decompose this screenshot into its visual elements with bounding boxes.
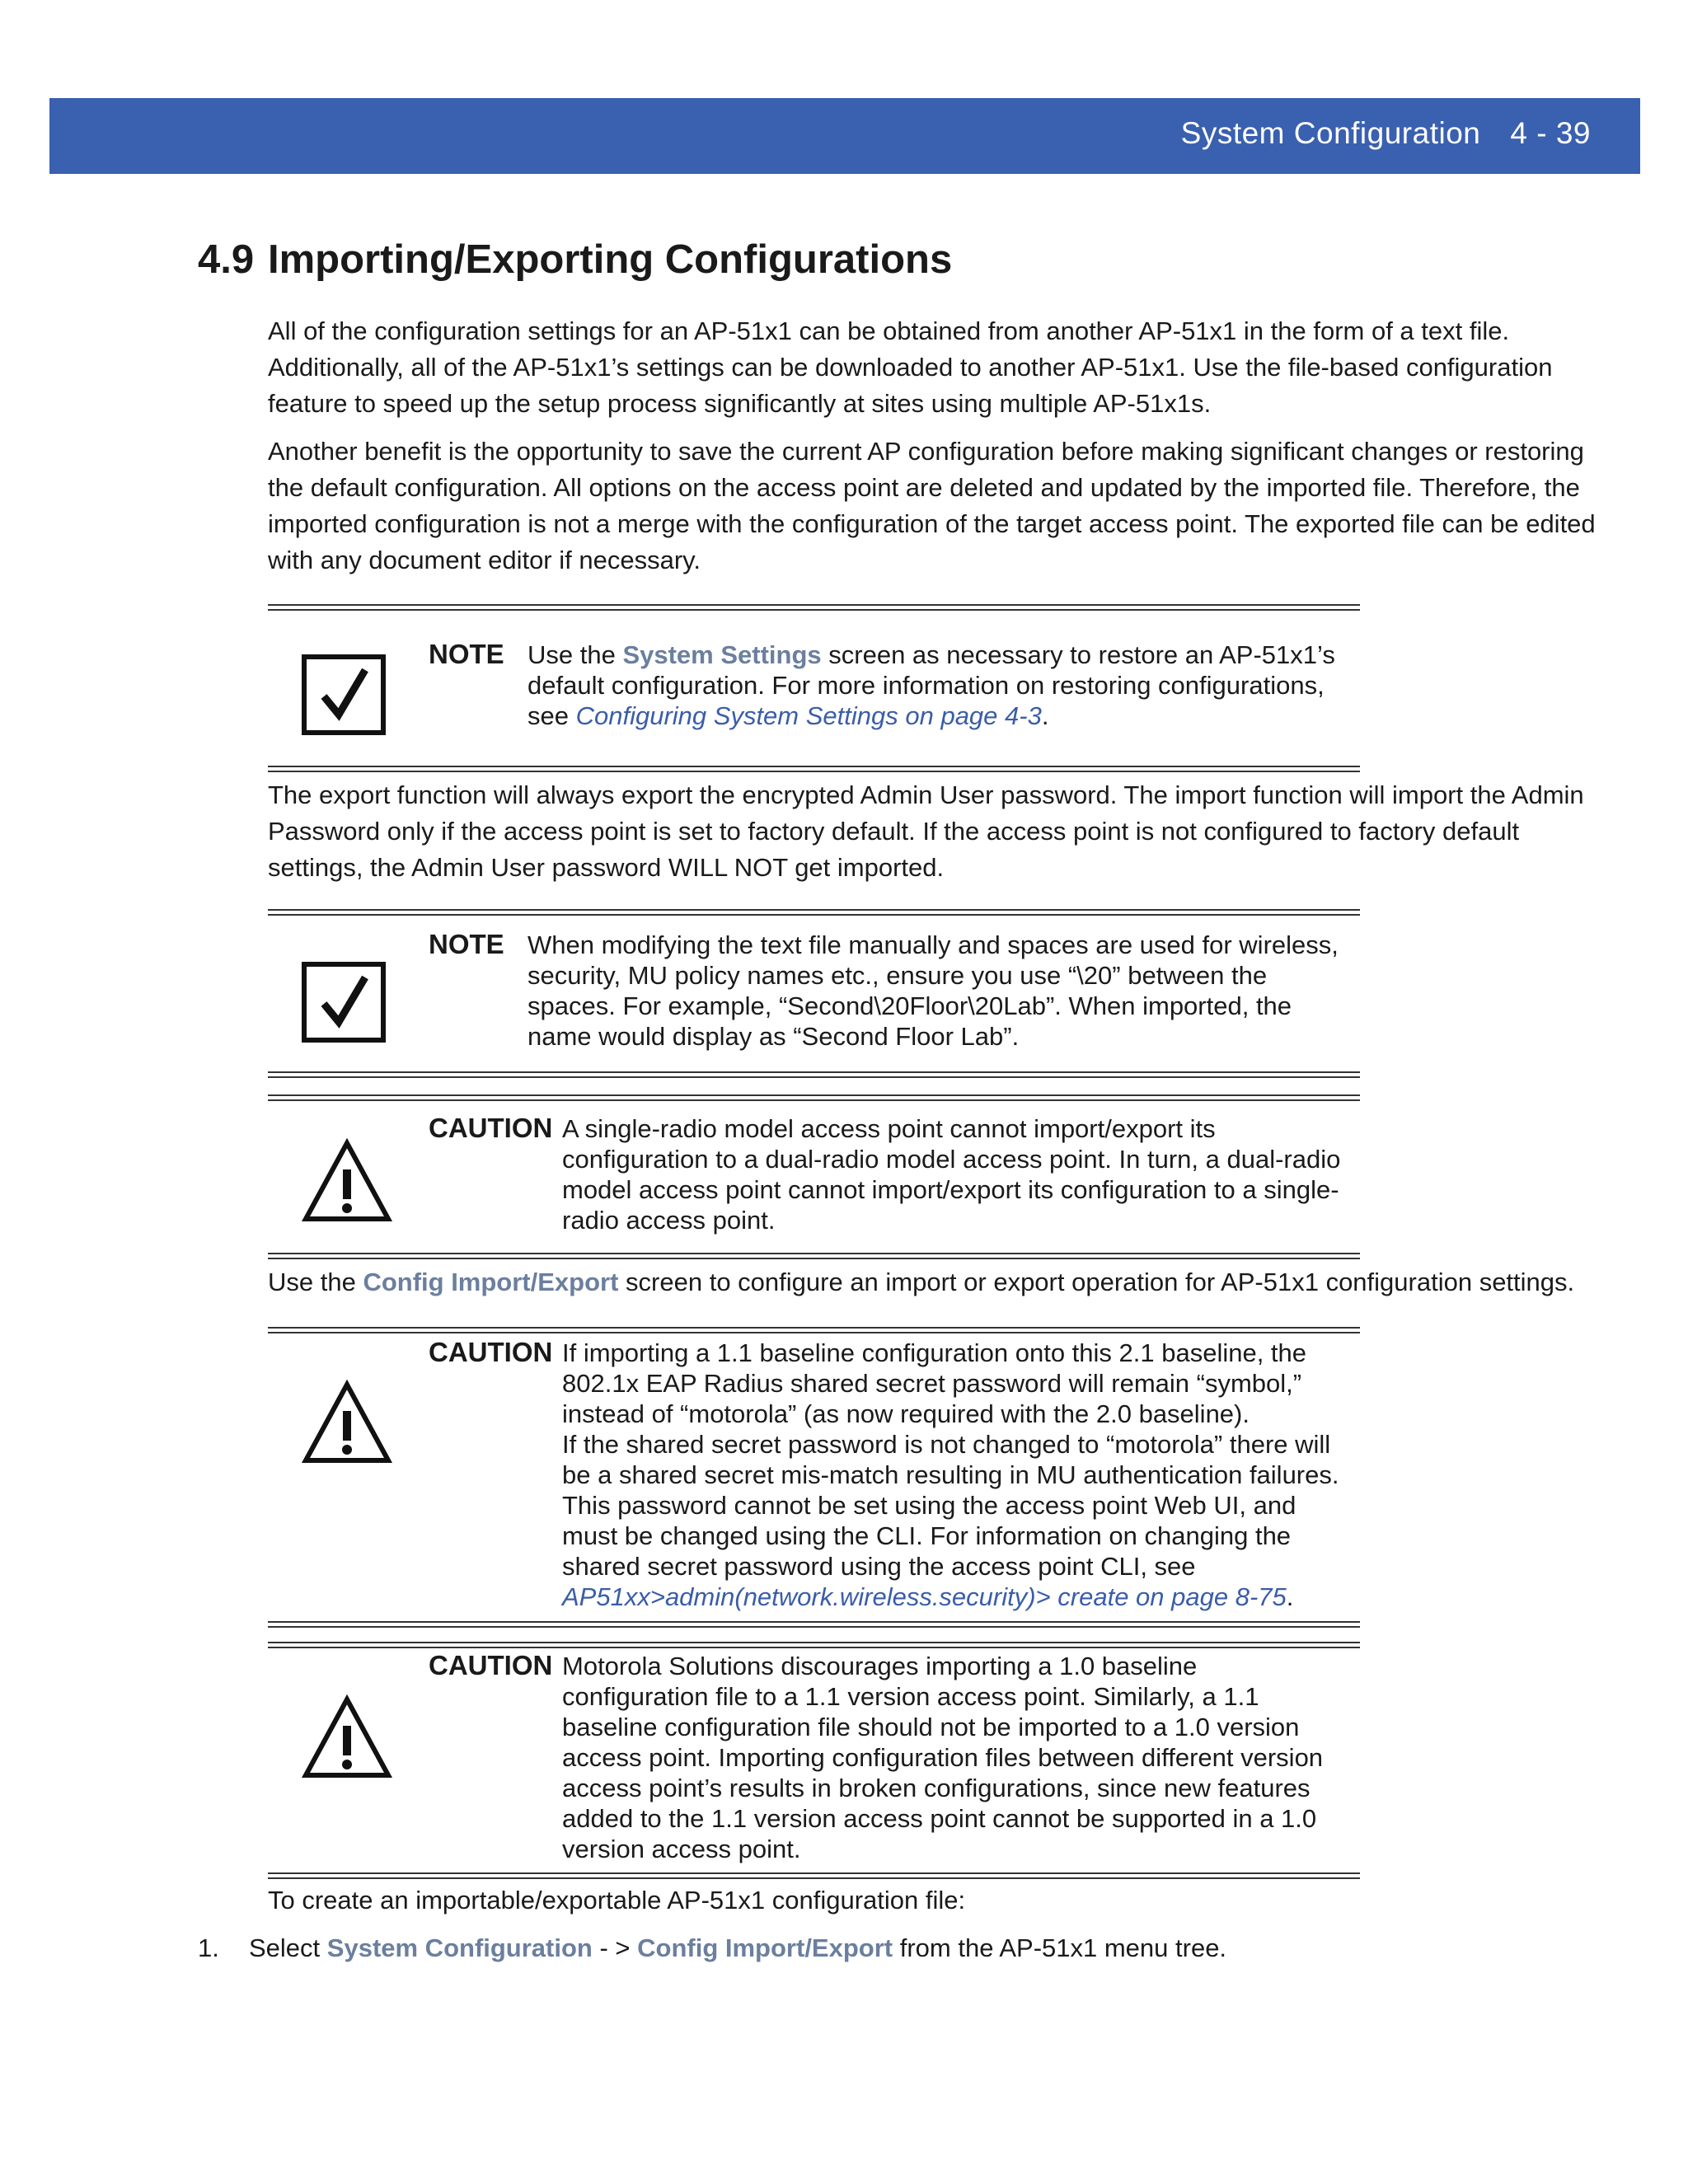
note-text: When modifying the text file manually and spaces are used for wireless, security, MU policy names etc., ensure you use “\20” between the spaces. For example, “Second\20Floor\20Lab”. When imported, the name would display as “Second Floor Lab”. (528, 930, 1339, 1051)
caution-box-1 (268, 1094, 1360, 1263)
config-import-export-paragraph: Use the Config Import/Export screen to configure an import or export operation for AP-51x1 configuration settings. (268, 1268, 1575, 1296)
section-title (198, 237, 952, 283)
intro-paragraph-2: Another benefit is the opportunity to save the current AP configuration before making significant changes or restoring the default configuration. All options on the access point are deleted and updated by the imported file. Therefore, the imported configuration is not a merge with the configuration of the target access point. The exported file can be edited with any document editor if necessary. (268, 437, 1596, 574)
checkbox-check-icon (301, 654, 387, 740)
rule-bottom (268, 1253, 1360, 1259)
section-number: 4.9 (198, 237, 255, 282)
intro-paragraph-1: All of the configuration settings for an AP-51x1 can be obtained from another AP-51x1 in the form of a text file. Additionally, all of the AP-51x1’s settings can be downloaded to another AP-51x1. Use the file-based configuration feature to speed up the setup process significantly at sites using multiple AP-51x1s. (268, 316, 1553, 418)
rule-bottom (268, 1071, 1360, 1078)
rule-bottom (268, 1872, 1360, 1879)
step-number: 1. (198, 1933, 219, 1962)
caution-box-3 (268, 1642, 1360, 1889)
note-label: NOTE (429, 639, 504, 669)
note-text: Use the System Settings screen as necessary to restore an AP-51x1’s default configuration. For more information on restoring configurations, see Configuring System Settings on page 4-3. (528, 640, 1335, 730)
caution-text: If importing a 1.1 baseline configuration onto this 2.1 baseline, the 802.1x EAP Radius shared secret password will remain “symbol,” instead of “motorola” (as now required with the 2.0 baseline). If the shared secret password is not changed to “motorola” there will be a shared secret mis-match resulting in MU authentication failures. This password cannot be set using the access point Web UI, and must be changed using the CLI. For information on changing the shared secret password using the access point CLI, see AP51xx>admin(network.wireless.security)> create on page 8-75. (562, 1338, 1339, 1611)
warning-triangle-icon (301, 1694, 393, 1784)
checkbox-check-icon (301, 961, 387, 1047)
caution-text: Motorola Solutions discourages importing a 1.0 baseline configuration file to a 1.1 version access point. Similarly, a 1.1 baseline configuration file should not be imported to a 1.0 version access point. Importing configuration files between different version access point’s results in broken configurations, since new features added to the 1.1 version access point cannot be supported in a 1.0 version access point. (562, 1652, 1324, 1863)
step-1: 1. Select System Configuration - > Config Import/Export from the AP-51x1 menu tree. (198, 1930, 1226, 1966)
warning-triangle-icon (301, 1380, 393, 1469)
rule-top (268, 909, 1360, 916)
header-title: System Configuration (1180, 116, 1481, 150)
note-label: NOTE (429, 929, 504, 959)
caution-label: CAUTION (429, 1650, 553, 1680)
rule-bottom (268, 766, 1360, 772)
configuring-system-settings-link[interactable]: Configuring System Settings on page 4-3 (575, 701, 1042, 730)
rule-top (268, 604, 1360, 611)
page-header (1181, 116, 1591, 151)
create-on-page-8-75-link[interactable]: AP51xx>admin(network.wireless.security)> create on page 8-75 (562, 1582, 1287, 1611)
system-configuration-ref: System Configuration (326, 1933, 593, 1962)
export-paragraph: The export function will always export the encrypted Admin User password. The import function will import the Admin Password only if the access point is set to factory default. If the access point is not configured to factory default settings, the Admin User password WILL NOT get imported. (268, 780, 1584, 882)
note-box-1 (268, 604, 1360, 773)
caution-box-2 (268, 1327, 1360, 1632)
rule-top (268, 1094, 1360, 1101)
section-title-text: Importing/Exporting Configurations (268, 237, 953, 282)
rule-bottom (268, 1621, 1360, 1628)
page-header-bar (49, 98, 1640, 174)
caution-text: A single-radio model access point cannot import/export its configuration to a dual-radio model access point. In turn, a dual-radio model access point cannot import/export its configuration to a single-radio access point. (562, 1114, 1341, 1235)
caution-label: CAUTION (429, 1113, 553, 1143)
rule-top (268, 1327, 1360, 1333)
warning-triangle-icon (301, 1138, 393, 1228)
create-file-paragraph: To create an importable/exportable AP-51x1 configuration file: (268, 1886, 966, 1915)
caution-label: CAUTION (429, 1337, 553, 1367)
note-box-2 (268, 909, 1360, 1082)
page-number: 4 - 39 (1510, 116, 1591, 150)
config-import-export-ref: Config Import/Export (637, 1933, 893, 1962)
rule-top (268, 1642, 1360, 1648)
config-import-export-ref: Config Import/Export (363, 1268, 619, 1296)
system-settings-ref: System Settings (622, 640, 822, 669)
